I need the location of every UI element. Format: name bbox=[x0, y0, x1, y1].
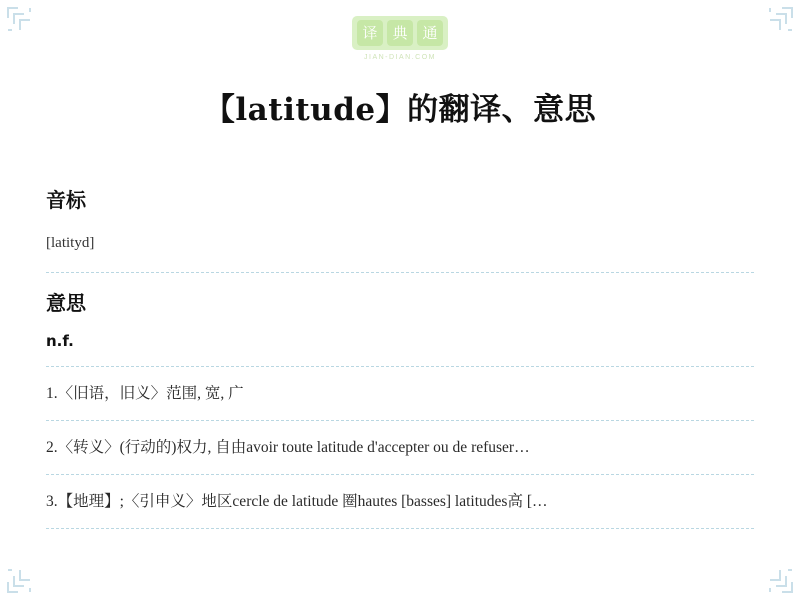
logo-tile-3: 通 bbox=[417, 20, 443, 46]
logo-subtitle: JIAN-DIAN.COM bbox=[364, 54, 436, 61]
divider-4 bbox=[46, 474, 754, 475]
logo-tile-2: 典 bbox=[387, 20, 413, 46]
sense-item: 2.〈转义〉(行动的)权力, 自由avoir toute latitude d'accepter ou de refuser… bbox=[46, 439, 530, 456]
divider-1 bbox=[46, 272, 754, 273]
section-heading-meaning: 意思 bbox=[46, 291, 86, 315]
sense-item: 3.【地理】;〈引申义〉地区cercle de latitude 圈hautes [basses] latitudes高 [… bbox=[46, 493, 548, 510]
page-title: 【latitude】的翻译、意思 bbox=[203, 92, 597, 128]
phonetic-value: [latityd] bbox=[46, 235, 95, 251]
section-heading-phonetic: 音标 bbox=[46, 188, 86, 212]
divider-3 bbox=[46, 420, 754, 421]
divider-2 bbox=[46, 366, 754, 367]
corner-ornament-bottom-left bbox=[6, 560, 40, 594]
divider-5 bbox=[46, 528, 754, 529]
sense-item: 1.〈旧语，旧义〉范围, 宽, 广 bbox=[46, 385, 244, 402]
part-of-speech: n.f. bbox=[46, 332, 74, 350]
logo-tile-1: 译 bbox=[357, 20, 383, 46]
corner-ornament-bottom-right bbox=[760, 560, 794, 594]
